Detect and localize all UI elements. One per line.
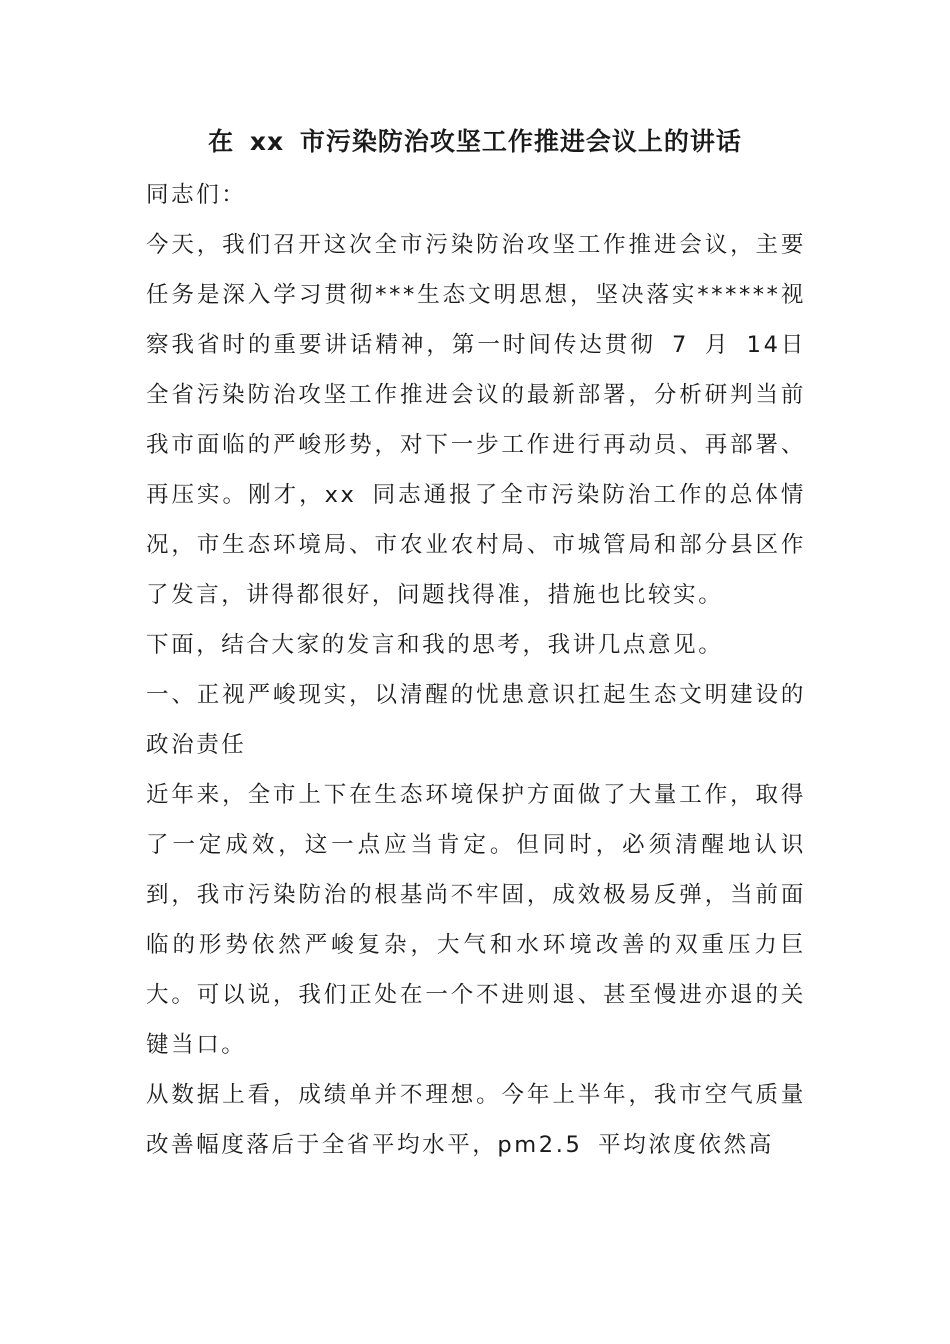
document-title: 在 xx 市污染防治攻坚工作推进会议上的讲话: [208, 127, 742, 156]
document-body: [146, 170, 806, 1170]
paragraph-situation: 近年来，全市上下在生态环境保护方面做了大量工作，取得了一定成效，这一点应当肯定。但同时，必须清醒地认识到，我市污染防治的根基尚不牢固，成效极易反弹，当前面临的形势依然严峻复杂，大气和水环境改善的双重压力巨大。可以说，我们正处在一个不进则退、甚至慢进亦退的关键当口。: [146, 782, 806, 1058]
paragraph-intro: 今天，我们召开这次全市污染防治攻坚工作推进会议，主要任务是深入学习贯彻***生态文明思想，坚决落实******视察我省时的重要讲话精神，第一时间传达贯彻 7 月 14日全省污染防治攻坚工作推进会议的最新部署，分析研判当前我市面临的严峻形势，对下一步工作进行再动员、再部署、再压实。刚才，xx 同志通报了全市污染防治工作的总体情况，市生态环境局、市农业农村局、市城管局和部分县区作了发言，讲得都很好，问题找得准，措施也比较实。: [146, 232, 806, 608]
section-heading-1: 一、正视严峻现实，以清醒的忧患意识扛起生态文明建设的政治责任: [146, 682, 806, 758]
salutation: 同志们：: [146, 182, 247, 208]
paragraph-data: 从数据上看，成绩单并不理想。今年上半年，我市空气质量改善幅度落后于全省平均水平，pm2.5 平均浓度依然高: [146, 1082, 806, 1158]
paragraph-transition: 下面，结合大家的发言和我的思考，我讲几点意见。: [146, 632, 724, 658]
